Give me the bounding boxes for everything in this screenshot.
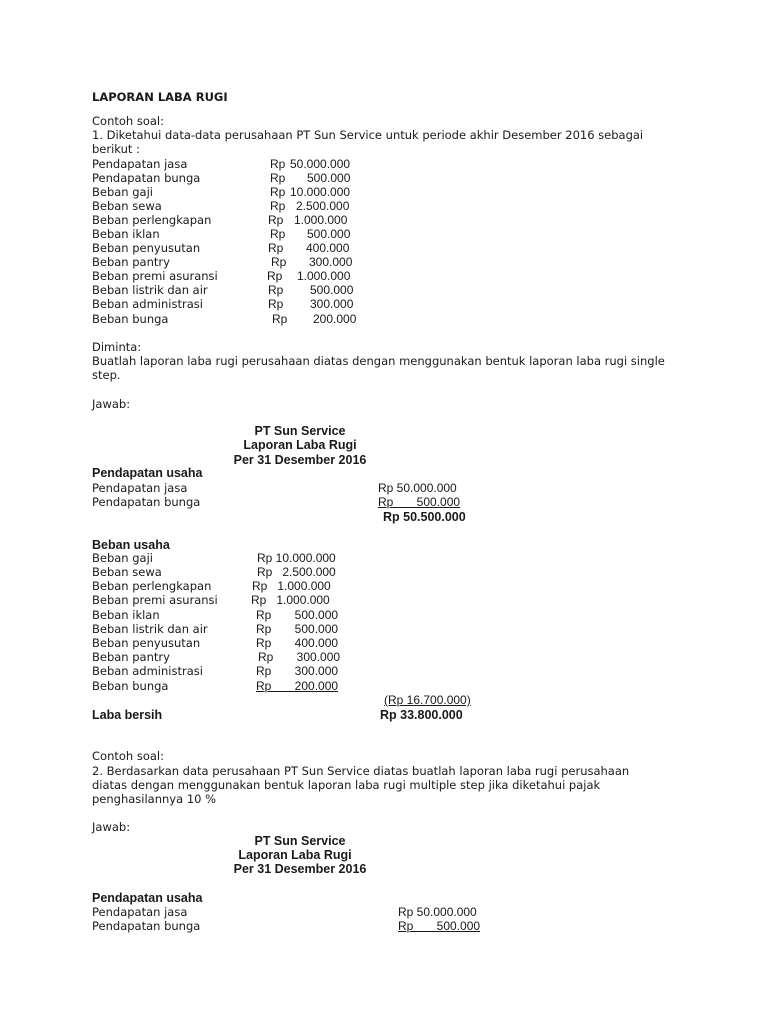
expense-item-name: Beban premi asuransi [92,593,218,607]
document-title: LAPORAN LABA RUGI [92,90,228,104]
report-company: PT Sun Service [254,834,346,848]
q1-item-name: Pendapatan bunga [92,171,201,185]
income-heading: Pendapatan usaha [92,891,203,905]
q1-item-rp: Rp [268,241,284,255]
report-company: PT Sun Service [254,424,346,438]
expense-item-name: Beban listrik dan air [92,622,208,636]
q1-item-name: Beban perlengkapan [92,213,212,227]
expense-item-name: Beban pantry [92,650,170,664]
q1-item-name: Beban penyusutan [92,241,201,255]
q1-item-amount: 300.000 [309,255,353,269]
q1-item-rp: Rp [268,283,284,297]
income-total: Rp 50.500.000 [383,510,466,524]
expense-item-value: Rp 500.000 [256,608,339,622]
q1-item-name: Beban premi asuransi [92,269,218,283]
q1-item-rp: Rp [271,255,287,269]
q2-statement: 2. Berdasarkan data perusahaan PT Sun Service diatas buatlah laporan laba rugi perusahaan diatas dengan menggunakan bentuk laporan laba rugi multiple step jika diketahui pajak penghasilannya 10 % [92,764,630,806]
net-income-value: Rp 33.800.000 [380,708,463,722]
q1-item-name: Beban iklan [92,227,160,241]
expense-item-value: Rp 400.000 [256,636,339,650]
q1-item-rp: Rp [267,269,283,283]
q1-item-amount: 10.000.000 [290,185,351,199]
q1-item-rp: Rp [270,185,286,199]
expense-item-value: Rp 200.000 [256,679,339,693]
q1-item-rp: Rp [268,297,284,311]
diminta-label: Diminta: [92,340,142,354]
expense-item-name: Beban gaji [92,551,153,565]
q1-item-name: Beban administrasi [92,297,203,311]
q1-item-name: Beban bunga [92,312,169,326]
q2-jawab-label: Jawab: [92,820,131,834]
report-period: Per 31 Desember 2016 [233,862,367,876]
expense-item-value: Rp 1.000.000 [252,579,331,593]
expense-item-name: Beban iklan [92,608,160,622]
q1-item-amount: 200.000 [313,312,357,326]
q1-item-amount: 500.000 [307,171,351,185]
net-income-label: Laba bersih [92,708,163,722]
expense-item-value: Rp 300.000 [256,664,339,678]
q1-item-amount: 2.500.000 [296,199,350,213]
jawab-label: Jawab: [92,397,131,411]
income-item-value: Rp 50.000.000 [378,481,457,495]
expense-item-value: Rp 2.500.000 [257,565,336,579]
expense-total: (Rp 16.700.000) [384,693,471,707]
expense-item-name: Beban sewa [92,565,162,579]
q1-item-name: Pendapatan jasa [92,157,188,171]
income-item-value: Rp 500.000 [378,495,461,509]
expense-heading: Beban usaha [92,538,170,552]
q1-item-amount: 50.000.000 [290,157,351,171]
report-name: Laporan Laba Rugi [243,438,357,452]
income-item-name: Pendapatan bunga [92,919,201,933]
q1-item-rp: Rp [272,312,288,326]
expense-item-name: Beban bunga [92,679,169,693]
q1-item-rp: Rp [270,227,286,241]
income-item-name: Pendapatan jasa [92,905,188,919]
income-item-name: Pendapatan bunga [92,495,201,509]
q1-item-name: Beban listrik dan air [92,283,208,297]
income-heading: Pendapatan usaha [92,466,203,480]
expense-item-value: Rp 10.000.000 [257,551,336,565]
expense-item-value: Rp 500.000 [256,622,339,636]
income-item-value: Rp 50.000.000 [398,905,477,919]
expense-item-name: Beban penyusutan [92,636,201,650]
report-name: Laporan Laba Rugi [238,848,352,862]
q1-item-rp: Rp [270,199,286,213]
q1-item-rp: Rp [270,157,286,171]
expense-item-name: Beban perlengkapan [92,579,212,593]
q1-item-amount: 300.000 [310,297,354,311]
q1-item-amount: 1.000.000 [297,269,351,283]
q1-item-name: Beban sewa [92,199,162,213]
expense-item-value: Rp 300.000 [258,650,341,664]
q1-item-amount: 400.000 [306,241,350,255]
q2-contoh-label: Contoh soal: [92,749,164,763]
q1-item-rp: Rp [268,213,284,227]
q1-item-name: Beban gaji [92,185,153,199]
q1-item-name: Beban pantry [92,255,170,269]
report-period: Per 31 Desember 2016 [233,453,367,467]
q1-item-amount: 500.000 [307,227,351,241]
income-item-value: Rp 500.000 [398,919,481,933]
q1-item-amount: 500.000 [310,283,354,297]
q1-item-rp: Rp [270,171,286,185]
expense-item-value: Rp 1.000.000 [251,593,330,607]
q1-contoh-label: Contoh soal: [92,114,164,128]
q1-item-amount: 1.000.000 [294,213,348,227]
expense-item-name: Beban administrasi [92,664,203,678]
q1-statement: 1. Diketahui data-data perusahaan PT Sun Service untuk periode akhir Desember 2016 sebagai berikut : [92,128,644,156]
diminta-text: Buatlah laporan laba rugi perusahaan diatas dengan menggunakan bentuk laporan laba rugi single step. [92,354,665,382]
income-item-name: Pendapatan jasa [92,481,188,495]
